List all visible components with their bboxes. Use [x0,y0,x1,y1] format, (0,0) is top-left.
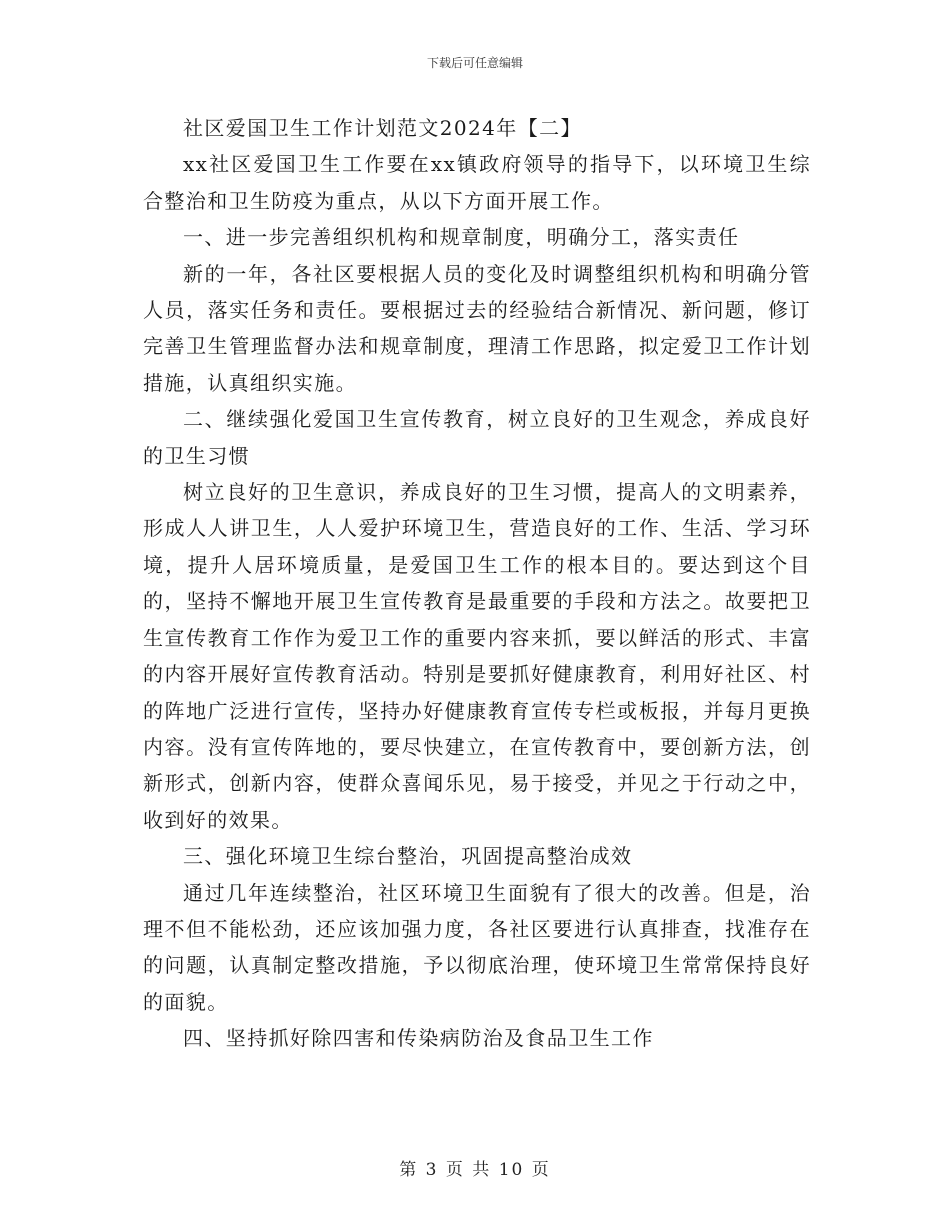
page-number-footer: 第 3 页 共 10 页 [399,1160,551,1180]
paragraph-section-3: 通过几年连续整治，社区环境卫生面貌有了很大的改善。但是，治理不但不能松劲，还应该加强力度，各社区要进行认真排查，找准存在的问题，认真制定整改措施，予以彻底治理，使环境卫生常常保持良好的面貌。 [143,880,811,1014]
paragraph-intro: xx社区爱国卫生工作要在xx镇政府领导的指导下，以环境卫生综合整治和卫生防疫为重点，从以下方面开展工作。 [143,152,811,213]
page-header-note: 下载后可任意编辑 [426,56,523,70]
section-heading-2: 二、继续强化爱国卫生宣传教育，树立良好的卫生观念，养成良好的卫生习惯 [143,407,811,468]
document-body [143,110,811,1057]
paragraph-section-2: 树立良好的卫生意识，养成良好的卫生习惯，提高人的文明素养，形成人人讲卫生，人人爱护环境卫生，营造良好的工作、生活、学习环境，提升人居环境质量，是爱国卫生工作的根本目的。要达到这个目的，坚持不懈地开展卫生宣传教育是最重要的手段和方法之。故要把卫生宣传教育工作作为爱卫工作的重要内容来抓，要以鲜活的形式、丰富的内容开展好宣传教育活动。特别是要抓好健康教育，利用好社区、村的阵地广泛进行宣传，坚持办好健康教育宣传专栏或板报，并每月更换内容。没有宣传阵地的，要尽快建立，在宣传教育中，要创新方法，创新形式，创新内容，使群众喜闻乐见，易于接受，并见之于行动之中，收到好的效果。 [143,480,811,832]
paragraph-section-1: 新的一年，各社区要根据人员的变化及时调整组织机构和明确分管人员，落实任务和责任。要根据过去的经验结合新情况、新问题，修订完善卫生管理监督办法和规章制度，理清工作思路，拟定爱卫工作计划措施，认真组织实施。 [143,261,811,395]
section-heading-1: 一、进一步完善组织机构和规章制度，明确分工，落实责任 [183,225,740,250]
section-heading-4: 四、坚持抓好除四害和传染病防治及食品卫生工作 [183,1026,654,1051]
document-title: 社区爱国卫生工作计划范文2024年【二】 [183,116,582,140]
section-heading-3: 三、强化环境卫生综台整治，巩固提高整治成效 [183,844,633,869]
